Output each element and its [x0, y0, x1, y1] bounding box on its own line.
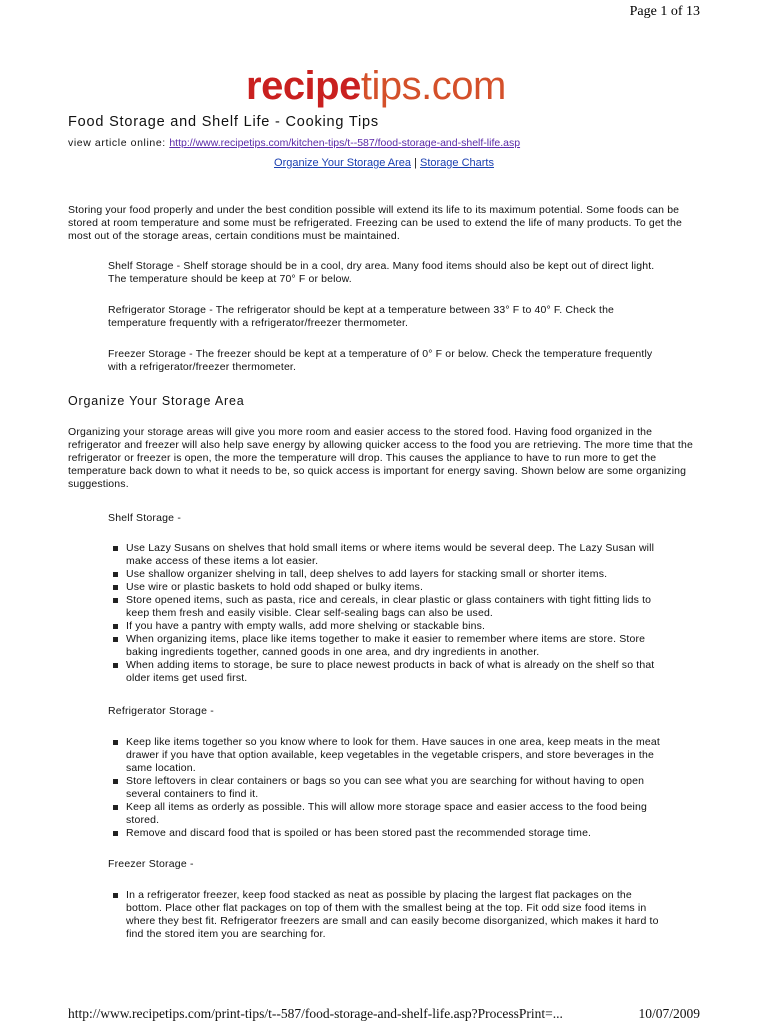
footer-date: 10/07/2009	[638, 1006, 700, 1021]
link-separator: |	[411, 157, 420, 169]
page-title: Food Storage and Shelf Life - Cooking Tips	[68, 114, 379, 130]
bullet-square-icon	[113, 598, 118, 603]
footer-print-url: http://www.recipetips.com/print-tips/t--587/food-storage-and-shelf-life.asp?ProcessPrint=...	[68, 1006, 563, 1021]
bullet-square-icon	[113, 779, 118, 784]
bullet-square-icon	[113, 831, 118, 836]
organize-intro-paragraph: Organizing your storage areas will give you more room and easier access to the stored food. Having food organized in the refrigerator and freezer will also help save energy by allowing quicker access to the food you are retrieving. The more time that the refrigerator or freezer is open, the more the temperature will drop. This causes the appliance to have to run more to get the temperature back down to what it needs to be, so quick access is important for energy saving. Shown below are some organizing suggestions.	[68, 426, 693, 490]
quick-links	[0, 157, 768, 169]
storage-charts-link[interactable]: Storage Charts	[419, 157, 494, 169]
list-item: When organizing items, place like items together to make it easier to remember where items are store. Store baking ingredients together, canned goods in one area, and dry ingredients in another.	[108, 633, 668, 659]
list-item: Store opened items, such as pasta, rice and cereals, in clear plastic or glass containers with tight fitting lids to keep them fresh and easily visible. Clear self-sealing bags can also be used.	[108, 594, 668, 620]
recipetips-logo	[246, 66, 506, 106]
bullet-square-icon	[113, 585, 118, 590]
bullet-square-icon	[113, 893, 118, 898]
bullet-square-icon	[113, 740, 118, 745]
refrigerator-storage-list	[108, 736, 668, 840]
bullet-square-icon	[113, 624, 118, 629]
list-item: Store leftovers in clear containers or bags so you can see what you are searching for without having to open several containers to find it.	[108, 775, 668, 801]
bullet-square-icon	[113, 663, 118, 668]
logo-part-tips: tips.com	[360, 64, 506, 108]
list-item: When adding items to storage, be sure to place newest products in back of what is already on the shelf so that older items get used first.	[108, 659, 668, 685]
list-item: Use shallow organizer shelving in tall, deep shelves to add layers for stacking small or shorter items.	[108, 568, 668, 581]
bullet-square-icon	[113, 805, 118, 810]
refrigerator-storage-paragraph: Refrigerator Storage - The refrigerator should be kept at a temperature between 33° F to 40° F. Check the temperature frequently with a refrigerator/freezer thermometer.	[108, 304, 615, 329]
view-online-label: view article online:	[68, 137, 170, 149]
organize-storage-link[interactable]: Organize Your Storage Area	[274, 157, 411, 169]
list-item: Keep all items as orderly as possible. This will allow more storage space and easier access to the food being stored.	[108, 801, 668, 827]
freezer-storage-list	[108, 889, 668, 941]
shelf-storage-list	[108, 542, 668, 685]
intro-paragraph: Storing your food properly and under the best condition possible will extend its life to its maximum potential. Some foods can be stored at room temperature and some must be refrigerated. Freezing can be used to extend the life of many products. To get the most out of the storage areas, certain conditions must be maintained.	[68, 204, 683, 242]
page-number: Page 1 of 13	[629, 4, 700, 19]
shelf-storage-subheading: Shelf Storage -	[108, 512, 182, 524]
freezer-storage-paragraph: Freezer Storage - The freezer should be kept at a temperature of 0° F or below. Check the temperature frequently with a refrigerator/freezer thermometer.	[108, 348, 653, 373]
list-item: Use Lazy Susans on shelves that hold small items or where items would be several deep. The Lazy Susan will make access of these items a lot easier.	[108, 542, 668, 568]
logo-part-recipe: recipe	[246, 64, 361, 108]
list-item: In a refrigerator freezer, keep food stacked as neat as possible by placing the largest flat packages on the bottom. Place other flat packages on top of them with the smallest being at the top. Fit odd size food items in where they best fit. Refrigerator freezers are small and can easily become disorganized, which makes it hard to find the stored item you are searching for.	[108, 889, 668, 941]
section-heading-organize: Organize Your Storage Area	[68, 394, 245, 408]
bullet-square-icon	[113, 572, 118, 577]
refrigerator-storage-subheading: Refrigerator Storage -	[108, 705, 214, 717]
freezer-storage-subheading: Freezer Storage -	[108, 858, 194, 870]
shelf-storage-paragraph: Shelf Storage - Shelf storage should be in a cool, dry area. Many food items should also be kept out of direct light. The temperature should be keep at 70° F or below.	[108, 260, 655, 285]
list-item: If you have a pantry with empty walls, add more shelving or stackable bins.	[108, 620, 668, 633]
bullet-square-icon	[113, 637, 118, 642]
article-url-link[interactable]: http://www.recipetips.com/kitchen-tips/t--587/food-storage-and-shelf-life.asp	[169, 137, 521, 149]
list-item: Use wire or plastic baskets to hold odd shaped or bulky items.	[108, 581, 668, 594]
view-article-online	[68, 137, 520, 149]
bullet-square-icon	[113, 546, 118, 551]
list-item: Remove and discard food that is spoiled or has been stored past the recommended storage time.	[108, 827, 668, 840]
list-item: Keep like items together so you know where to look for them. Have sauces in one area, keep meats in the meat drawer if you have that option available, keep vegetables in the vegetable crispers, and store beverages in the same location.	[108, 736, 668, 775]
